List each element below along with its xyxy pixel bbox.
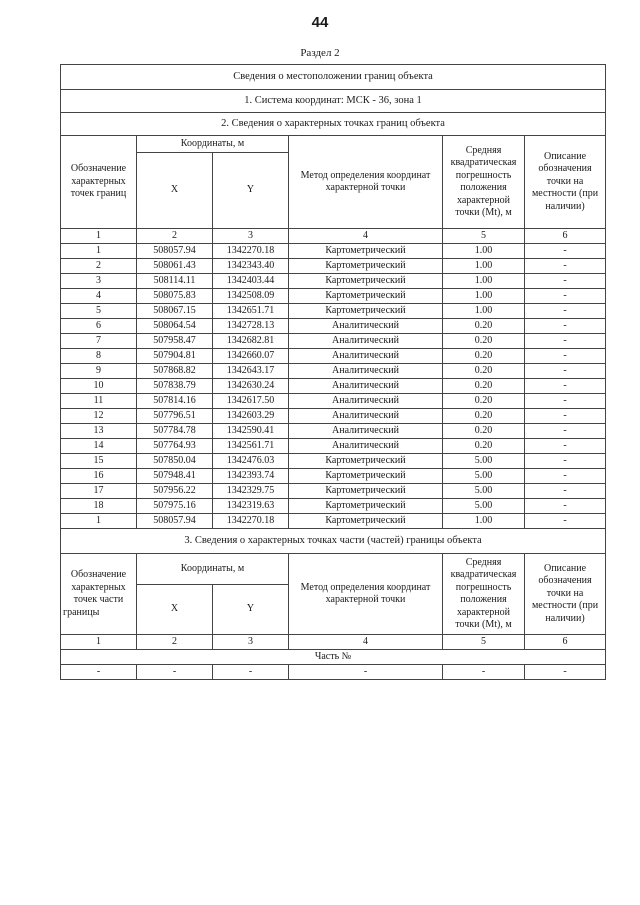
description-cell: - <box>525 514 606 529</box>
column-number: 6 <box>525 229 606 244</box>
table-row <box>61 409 606 424</box>
method-cell: Картометрический <box>289 304 443 319</box>
part-y-header: Y <box>213 585 289 635</box>
coord-y: 1342590.41 <box>213 424 289 439</box>
method-cell: Аналитический <box>289 349 443 364</box>
coord-x: 507975.16 <box>137 499 213 514</box>
point-number: 5 <box>61 304 137 319</box>
method-cell: Картометрический <box>289 469 443 484</box>
method-cell: Картометрический <box>289 454 443 469</box>
description-cell: - <box>525 289 606 304</box>
method-cell: Картометрический <box>289 484 443 499</box>
description-cell: - <box>525 409 606 424</box>
column-number: 3 <box>213 229 289 244</box>
method-header: Метод определения координат характерной точки <box>289 136 443 229</box>
part-designation-header: Обозначение характерных точек части границы <box>61 554 137 635</box>
error-cell: 5.00 <box>443 499 525 514</box>
point-number: 1 <box>61 244 137 259</box>
error-cell: 1.00 <box>443 259 525 274</box>
coord-x: 508075.83 <box>137 289 213 304</box>
table-row <box>61 379 606 394</box>
point-number: 13 <box>61 424 137 439</box>
table-row <box>61 514 606 529</box>
table-row <box>61 259 606 274</box>
table-row <box>61 454 606 469</box>
table-row <box>61 319 606 334</box>
coord-x: 508064.54 <box>137 319 213 334</box>
point-number: 4 <box>61 289 137 304</box>
coord-y: 1342630.24 <box>213 379 289 394</box>
error-cell: 1.00 <box>443 289 525 304</box>
error-cell: 0.20 <box>443 424 525 439</box>
coord-x: 508114.11 <box>137 274 213 289</box>
table-row <box>61 439 606 454</box>
x-header: X <box>137 153 213 229</box>
column-number: 3 <box>213 635 289 650</box>
coord-x: 507956.22 <box>137 484 213 499</box>
method-cell: Аналитический <box>289 424 443 439</box>
coord-x: 507784.78 <box>137 424 213 439</box>
coord-x: 507796.51 <box>137 409 213 424</box>
part-empty-cell: - <box>525 665 606 680</box>
error-cell: 0.20 <box>443 394 525 409</box>
method-cell: Картометрический <box>289 289 443 304</box>
table-row <box>61 424 606 439</box>
column-number: 4 <box>289 635 443 650</box>
boundary-table <box>60 64 606 680</box>
coord-x: 507948.41 <box>137 469 213 484</box>
point-number: 7 <box>61 334 137 349</box>
point-number: 2 <box>61 259 137 274</box>
description-cell: - <box>525 454 606 469</box>
point-number: 17 <box>61 484 137 499</box>
points-section-title: 2. Сведения о характерных точках границ объекта <box>61 113 606 136</box>
method-cell: Картометрический <box>289 244 443 259</box>
part-error-header: Средняя квадратическая погрешность положения характерной точки (Мt), м <box>443 554 525 635</box>
error-header: Средняя квадратическая погрешность положения характерной точки (Мt), м <box>443 136 525 229</box>
table-row <box>61 499 606 514</box>
method-cell: Аналитический <box>289 319 443 334</box>
coord-y: 1342603.29 <box>213 409 289 424</box>
part-empty-cell: - <box>443 665 525 680</box>
coord-y: 1342682.81 <box>213 334 289 349</box>
coord-y: 1342403.44 <box>213 274 289 289</box>
part-number-label: Часть № <box>61 650 606 665</box>
error-cell: 0.20 <box>443 379 525 394</box>
method-cell: Аналитический <box>289 379 443 394</box>
coord-y: 1342660.07 <box>213 349 289 364</box>
point-number: 3 <box>61 274 137 289</box>
coord-x: 507838.79 <box>137 379 213 394</box>
description-cell: - <box>525 379 606 394</box>
point-number: 12 <box>61 409 137 424</box>
coord-y: 1342651.71 <box>213 304 289 319</box>
description-cell: - <box>525 259 606 274</box>
description-cell: - <box>525 244 606 259</box>
point-number: 14 <box>61 439 137 454</box>
point-number: 18 <box>61 499 137 514</box>
error-cell: 0.20 <box>443 349 525 364</box>
coord-y: 1342508.09 <box>213 289 289 304</box>
error-cell: 5.00 <box>443 454 525 469</box>
column-number: 5 <box>443 229 525 244</box>
description-cell: - <box>525 484 606 499</box>
page-number: 44 <box>311 14 329 31</box>
table-row <box>61 469 606 484</box>
point-number: 9 <box>61 364 137 379</box>
coord-x: 508067.15 <box>137 304 213 319</box>
method-cell: Аналитический <box>289 334 443 349</box>
point-number: 11 <box>61 394 137 409</box>
error-cell: 0.20 <box>443 334 525 349</box>
y-header: Y <box>213 153 289 229</box>
coordinates-header: Координаты, м <box>137 136 289 153</box>
error-cell: 0.20 <box>443 364 525 379</box>
point-number: 10 <box>61 379 137 394</box>
table-title: Сведения о местоположении границ объекта <box>61 65 606 90</box>
error-cell: 1.00 <box>443 244 525 259</box>
column-number: 1 <box>61 229 137 244</box>
section-title: Раздел 2 <box>300 47 340 59</box>
table-row <box>61 364 606 379</box>
method-cell: Картометрический <box>289 274 443 289</box>
error-cell: 0.20 <box>443 409 525 424</box>
part-column-numbers-row <box>61 635 606 650</box>
coord-x: 507814.16 <box>137 394 213 409</box>
table-row <box>61 484 606 499</box>
method-cell: Картометрический <box>289 514 443 529</box>
point-number: 1 <box>61 514 137 529</box>
point-number: 16 <box>61 469 137 484</box>
column-number: 4 <box>289 229 443 244</box>
table-row <box>61 334 606 349</box>
part-coordinates-header: Координаты, м <box>137 554 289 585</box>
method-cell: Аналитический <box>289 364 443 379</box>
table-row <box>61 304 606 319</box>
description-cell: - <box>525 439 606 454</box>
part-empty-cell: - <box>289 665 443 680</box>
designation-header: Обозначение характерных точек границ <box>61 136 137 229</box>
column-number: 6 <box>525 635 606 650</box>
part-empty-cell: - <box>137 665 213 680</box>
coord-y: 1342343.40 <box>213 259 289 274</box>
coord-x: 507958.47 <box>137 334 213 349</box>
error-cell: 5.00 <box>443 469 525 484</box>
coord-y: 1342617.50 <box>213 394 289 409</box>
method-cell: Аналитический <box>289 394 443 409</box>
part-method-header: Метод определения координат характерной точки <box>289 554 443 635</box>
part-section-title: 3. Сведения о характерных точках части (частей) границы объекта <box>61 529 606 554</box>
coord-y: 1342476.03 <box>213 454 289 469</box>
description-cell: - <box>525 499 606 514</box>
column-numbers-row <box>61 229 606 244</box>
error-cell: 1.00 <box>443 274 525 289</box>
description-cell: - <box>525 334 606 349</box>
error-cell: 5.00 <box>443 484 525 499</box>
part-empty-row <box>61 665 606 680</box>
column-number: 1 <box>61 635 137 650</box>
table-row <box>61 274 606 289</box>
description-cell: - <box>525 349 606 364</box>
point-number: 6 <box>61 319 137 334</box>
description-cell: - <box>525 469 606 484</box>
coord-x: 507850.04 <box>137 454 213 469</box>
method-cell: Картометрический <box>289 499 443 514</box>
column-number: 5 <box>443 635 525 650</box>
part-empty-cell: - <box>61 665 137 680</box>
method-cell: Картометрический <box>289 259 443 274</box>
coord-x: 507868.82 <box>137 364 213 379</box>
coord-y: 1342393.74 <box>213 469 289 484</box>
column-number: 2 <box>137 229 213 244</box>
coord-y: 1342270.18 <box>213 244 289 259</box>
error-cell: 0.20 <box>443 439 525 454</box>
coord-x: 507764.93 <box>137 439 213 454</box>
coord-x: 508057.94 <box>137 514 213 529</box>
coord-x: 508057.94 <box>137 244 213 259</box>
table-row <box>61 244 606 259</box>
description-header: Описание обозначения точки на местности (при наличии) <box>525 136 606 229</box>
point-number: 8 <box>61 349 137 364</box>
coord-y: 1342643.17 <box>213 364 289 379</box>
part-empty-cell: - <box>213 665 289 680</box>
coord-y: 1342561.71 <box>213 439 289 454</box>
table-row <box>61 394 606 409</box>
coord-x: 507904.81 <box>137 349 213 364</box>
description-cell: - <box>525 319 606 334</box>
coord-y: 1342329.75 <box>213 484 289 499</box>
coord-y: 1342270.18 <box>213 514 289 529</box>
table-row <box>61 349 606 364</box>
description-cell: - <box>525 274 606 289</box>
coordinate-system: 1. Система координат: МСК - 36, зона 1 <box>61 90 606 113</box>
description-cell: - <box>525 304 606 319</box>
table-row <box>61 289 606 304</box>
description-cell: - <box>525 424 606 439</box>
method-cell: Аналитический <box>289 439 443 454</box>
method-cell: Аналитический <box>289 409 443 424</box>
description-cell: - <box>525 394 606 409</box>
coord-y: 1342728.13 <box>213 319 289 334</box>
coord-y: 1342319.63 <box>213 499 289 514</box>
error-cell: 0.20 <box>443 319 525 334</box>
point-number: 15 <box>61 454 137 469</box>
description-cell: - <box>525 364 606 379</box>
part-x-header: X <box>137 585 213 635</box>
column-number: 2 <box>137 635 213 650</box>
error-cell: 1.00 <box>443 514 525 529</box>
part-description-header: Описание обозначения точки на местности (при наличии) <box>525 554 606 635</box>
error-cell: 1.00 <box>443 304 525 319</box>
coord-x: 508061.43 <box>137 259 213 274</box>
